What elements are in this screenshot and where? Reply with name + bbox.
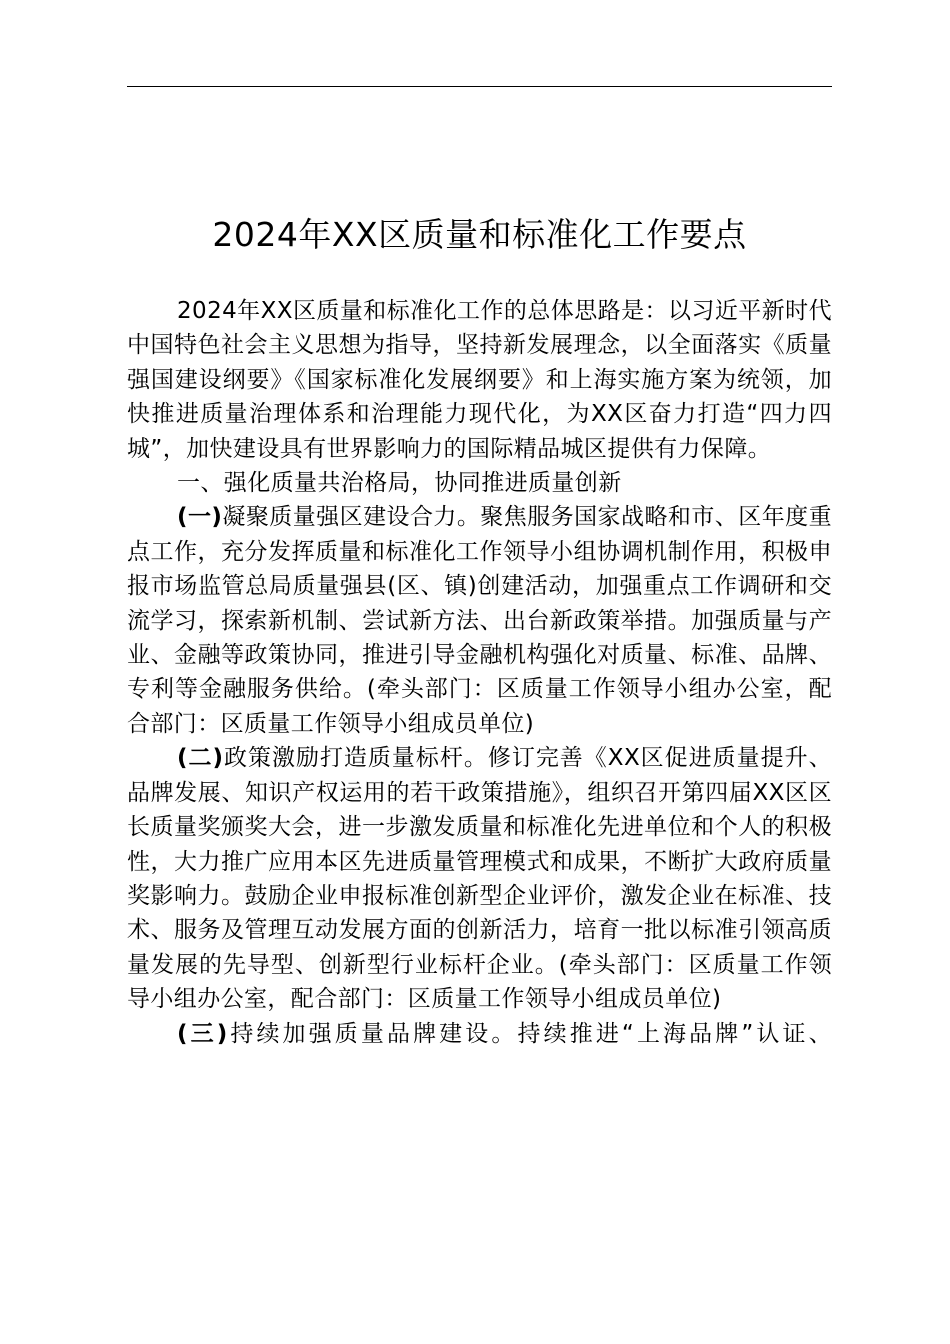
item-text-3: 持续加强质量品牌建设。持续推进“上海品牌”认证、 bbox=[227, 1020, 832, 1047]
document-title: 2024年XX区质量和标准化工作要点 bbox=[212, 215, 747, 254]
document-body bbox=[127, 294, 832, 1051]
item-label-3: (三) bbox=[177, 1020, 228, 1047]
item-label-1: (一) bbox=[177, 504, 223, 531]
item-text-1: 凝聚质量强区建设合力。聚焦服务国家战略和市、区年度重点工作，充分发挥质量和标准化工作领导小组协调机制作用，积极申报市场监管总局质量强县(区、镇)创建活动，加强重点工作调研和交流学习，探索新机制、尝试新方法、出台新政策举措。加强质量与产业、金融等政策协同，推进引导金融机构强化对质量、标准、品牌、专利等金融服务供给。(牵头部门：区质量工作领导小组办公室，配合部门：区质量工作领导小组成员单位) bbox=[127, 504, 832, 737]
header-rule bbox=[127, 86, 832, 87]
section-heading-1: 一、强化质量共治格局，协同推进质量创新 bbox=[177, 470, 622, 497]
item-paragraph-1 bbox=[127, 500, 832, 741]
item-label-2: (二) bbox=[177, 745, 224, 772]
item-text-2: 政策激励打造质量标杆。修订完善《XX区促进质量提升、品牌发展、知识产权运用的若干政策措施》，组织召开第四届XX区区长质量奖颁奖大会，进一步激发质量和标准化先进单位和个人的积极性，大力推广应用本区先进质量管理模式和成果，不断扩大政府质量奖影响力。鼓励企业申报标准创新型企业评价，激发企业在标准、技术、服务及管理互动发展方面的创新活力，培育一批以标准引领高质量发展的先导型、创新型行业标杆企业。(牵头部门：区质量工作领导小组办公室，配合部门：区质量工作领导小组成员单位) bbox=[127, 745, 832, 1013]
intro-paragraph: 2024年XX区质量和标准化工作的总体思路是：以习近平新时代中国特色社会主义思想为指导，坚持新发展理念，以全面落实《质量强国建设纲要》《国家标准化发展纲要》和上海实施方案为统领，加快推进质量治理体系和治理能力现代化，为XX区奋力打造“四力四城”，加快建设具有世界影响力的国际精品城区提供有力保障。 bbox=[127, 298, 832, 462]
item-paragraph-3 bbox=[127, 1017, 832, 1051]
item-paragraph-2 bbox=[127, 741, 832, 1016]
